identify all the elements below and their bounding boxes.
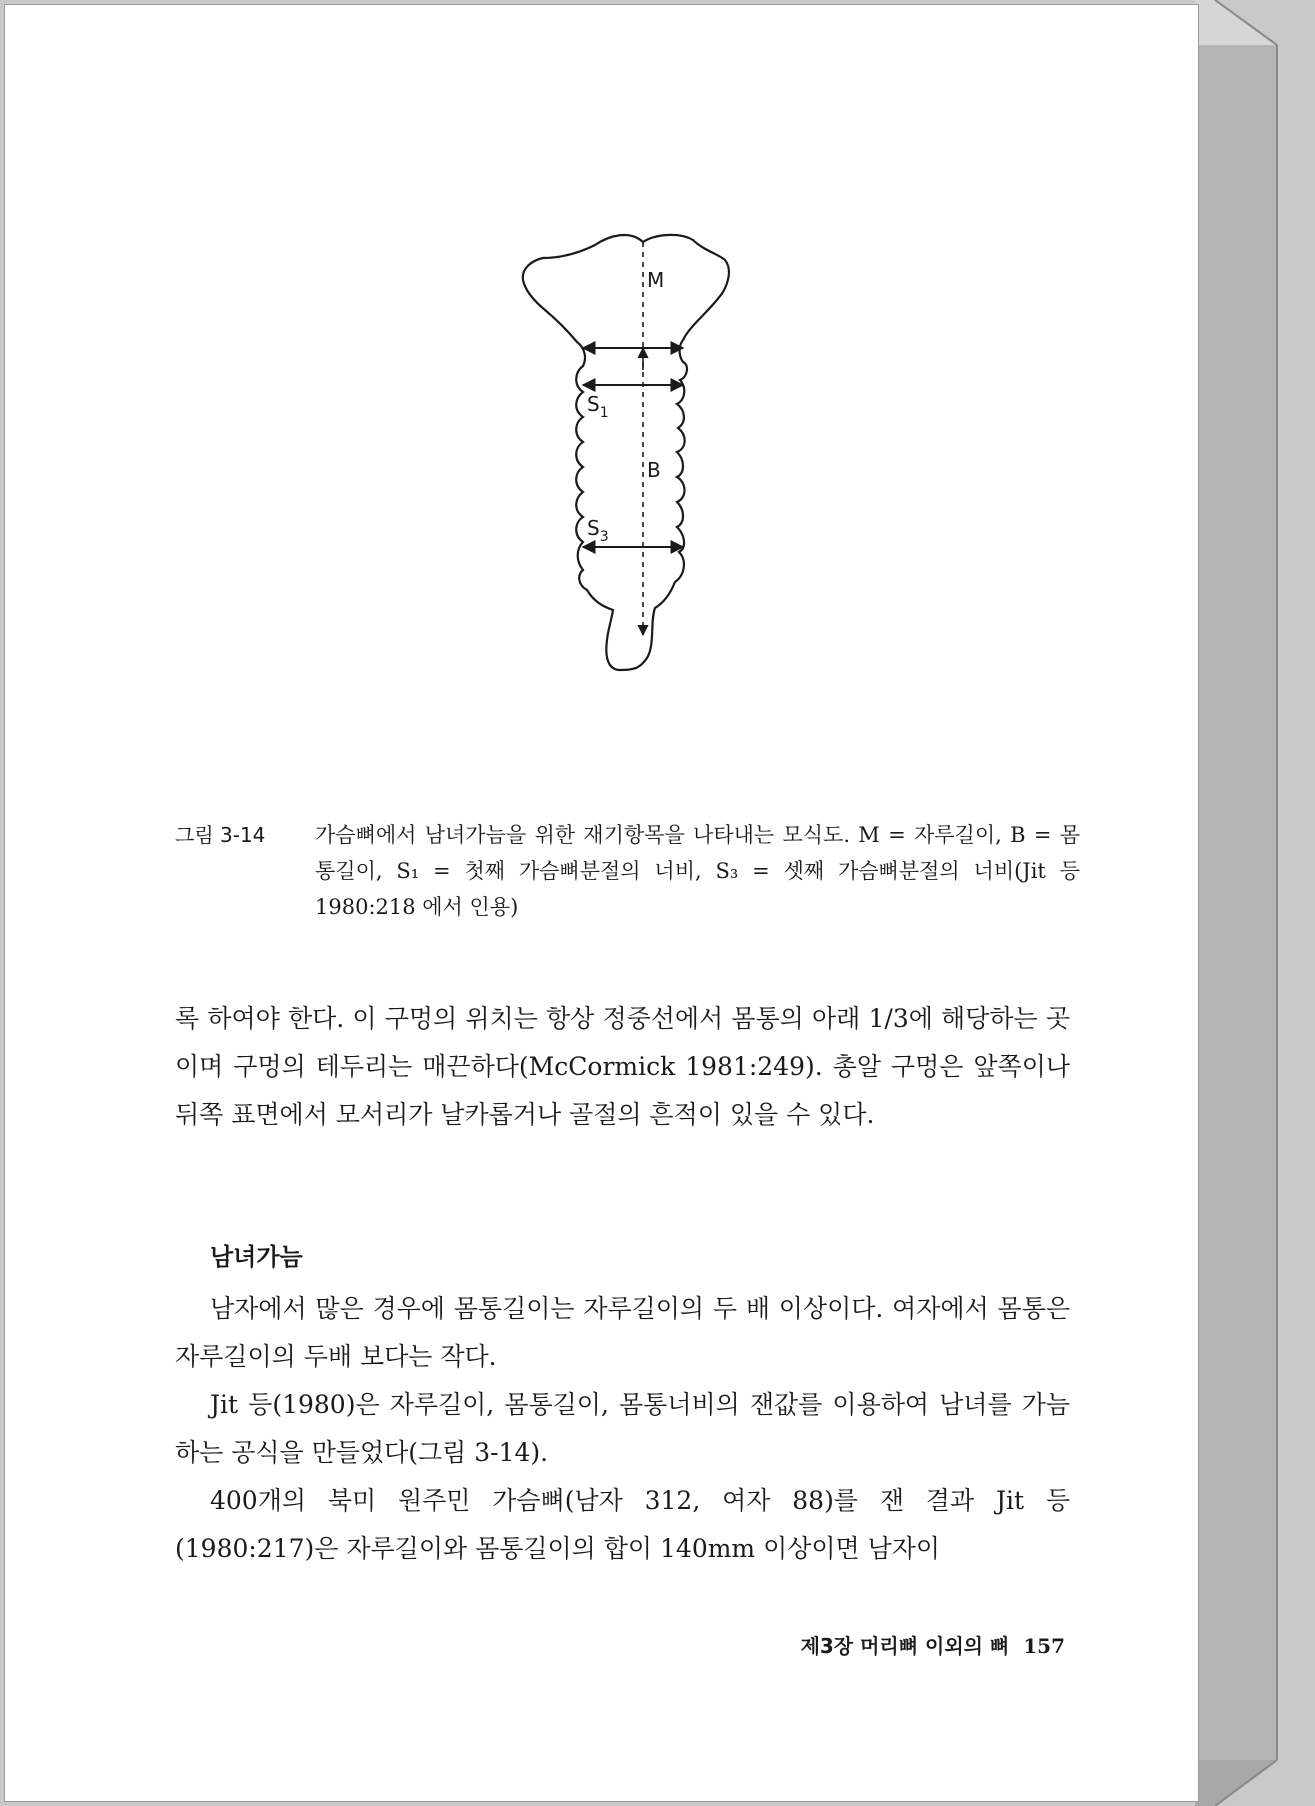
sternum-diagram [515,230,775,790]
book-side-edge [1195,0,1315,1806]
paragraph: 남자에서 많은 경우에 몸통길이는 자루길이의 두 배 이상이다. 여자에서 몸통은 자루길이의 두배 보다는 작다. [175,1294,1070,1371]
caption-label: 그림 3-14 [175,823,266,847]
label-s3: $S_3$ [587,516,609,545]
label-b: B [647,458,661,482]
label-s1: $S_1$ [587,392,609,421]
section-heading: 남녀가늠 [210,1243,303,1271]
continuation-paragraph: 록 하여야 한다. 이 구멍의 위치는 항상 정중선에서 몸통의 아래 1/3에 해당하는 곳이며 구멍의 테두리는 매끈하다(McCormick 1981:249). 총알 구멍은 앞쪽이나 뒤쪽 표면에서 모서리가 날카롭거나 골절의 흔적이 있을 수 있다. [175,1004,1070,1129]
book-page [4,4,1199,1802]
label-m: M [647,268,665,292]
section-body [175,1285,1070,1573]
paragraph: 400개의 북미 원주민 가슴뼈(남자 312, 여자 88)를 잰 결과 Jit 등(1980:217)은 자루길이와 몸통길이의 합이 140mm 이상이면 남자이 [175,1486,1070,1563]
sternum-outline [523,235,729,670]
caption-text: 가슴뼈에서 남녀가늠을 위한 재기항목을 나타내는 모식도. M = 자루길이, B = 몸통길이, S₁ = 첫째 가슴뼈분절의 너비, S₃ = 셋째 가슴뼈분절의 너비(Jit 등 1980:218 에서 인용) [315,823,1080,919]
running-footer-chapter: 제3장 머리뼈 이외의 뼈 [800,1634,1010,1658]
page-number: 157 [1023,1634,1065,1658]
page-footer [745,1630,1065,1659]
paragraph: Jit 등(1980)은 자루길이, 몸통길이, 몸통너비의 잰값를 이용하여 남녀를 가늠하는 공식을 만들었다(그림 3-14). [175,1390,1070,1467]
